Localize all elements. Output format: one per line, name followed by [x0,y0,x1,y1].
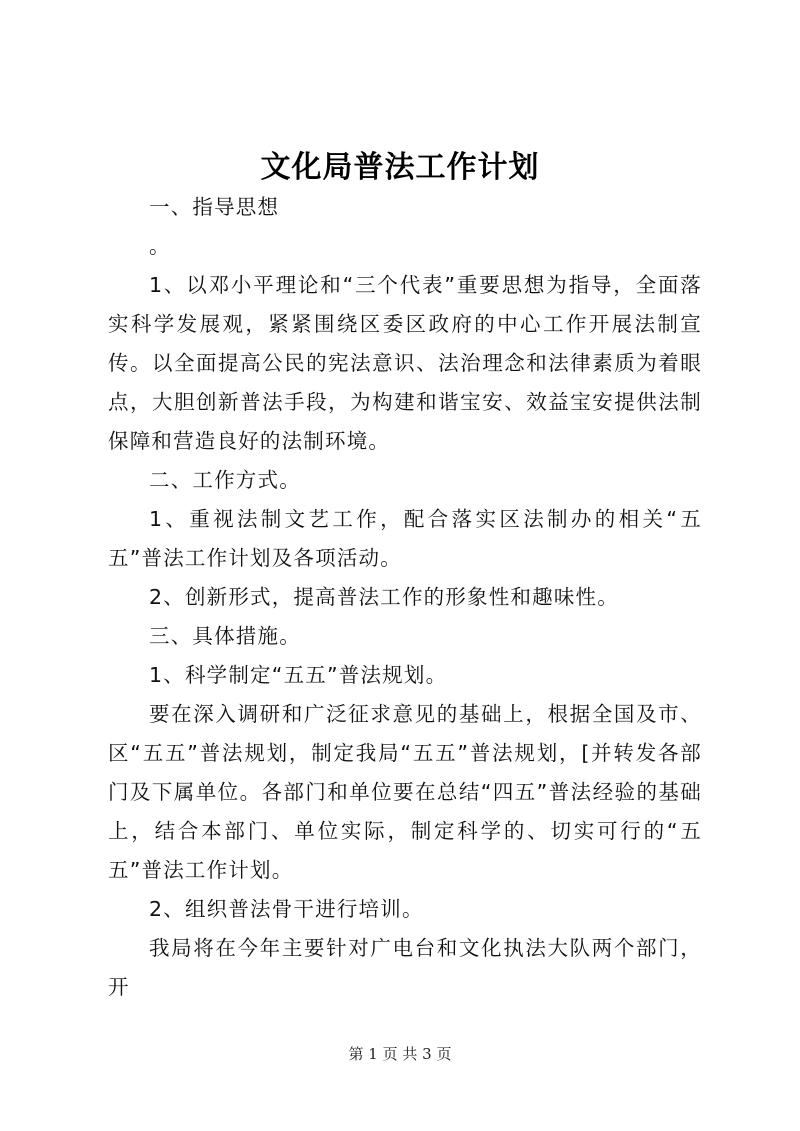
page-footer: 第 1 页 共 3 页 [348,1045,452,1063]
document-body [108,188,702,1007]
paragraph: 我局将在今年主要针对广电台和文化执法大队两个部门，开 [108,936,702,999]
paragraph: 。 [149,234,171,258]
paragraph: 2、组织普法骨干进行培训。 [149,897,424,921]
paragraph: 1、以邓小平理论和“三个代表”重要思想为指导，全面落实科学发展观，紧紧围绕区委区政府的中心工作开展法制宣传。以全面提高公民的宪法意识、法治理念和法律素质为着眼点，大胆创新普法手段，为构建和谐宝安、效益宝安提供法制保障和营造良好的法制环境。 [108,273,702,453]
paragraph: 2、创新形式，提高普法工作的形象性和趣味性。 [149,585,619,609]
heading-specific-measures: 三、具体措施。 [149,624,301,648]
heading-work-method: 二、工作方式。 [149,468,301,492]
paragraph: 1、科学制定“五五”普法规划。 [149,663,448,687]
heading-guiding-ideology: 一、指导思想 [149,195,280,219]
paragraph: 要在深入调研和广泛征求意见的基础上，根据全国及市、区“五五”普法规划，制定我局“五五”普法规划，[并转发各部门及下属单位。各部门和单位要在总结“四五”普法经验的基础上，结合本部门、单位实际，制定科学的、切实可行的“五五”普法工作计划。 [108,702,702,882]
paragraph: 1、重视法制文艺工作，配合落实区法制办的相关“五五”普法工作计划及各项活动。 [108,507,702,570]
document-title: 文化局普法工作计划 [260,150,540,185]
